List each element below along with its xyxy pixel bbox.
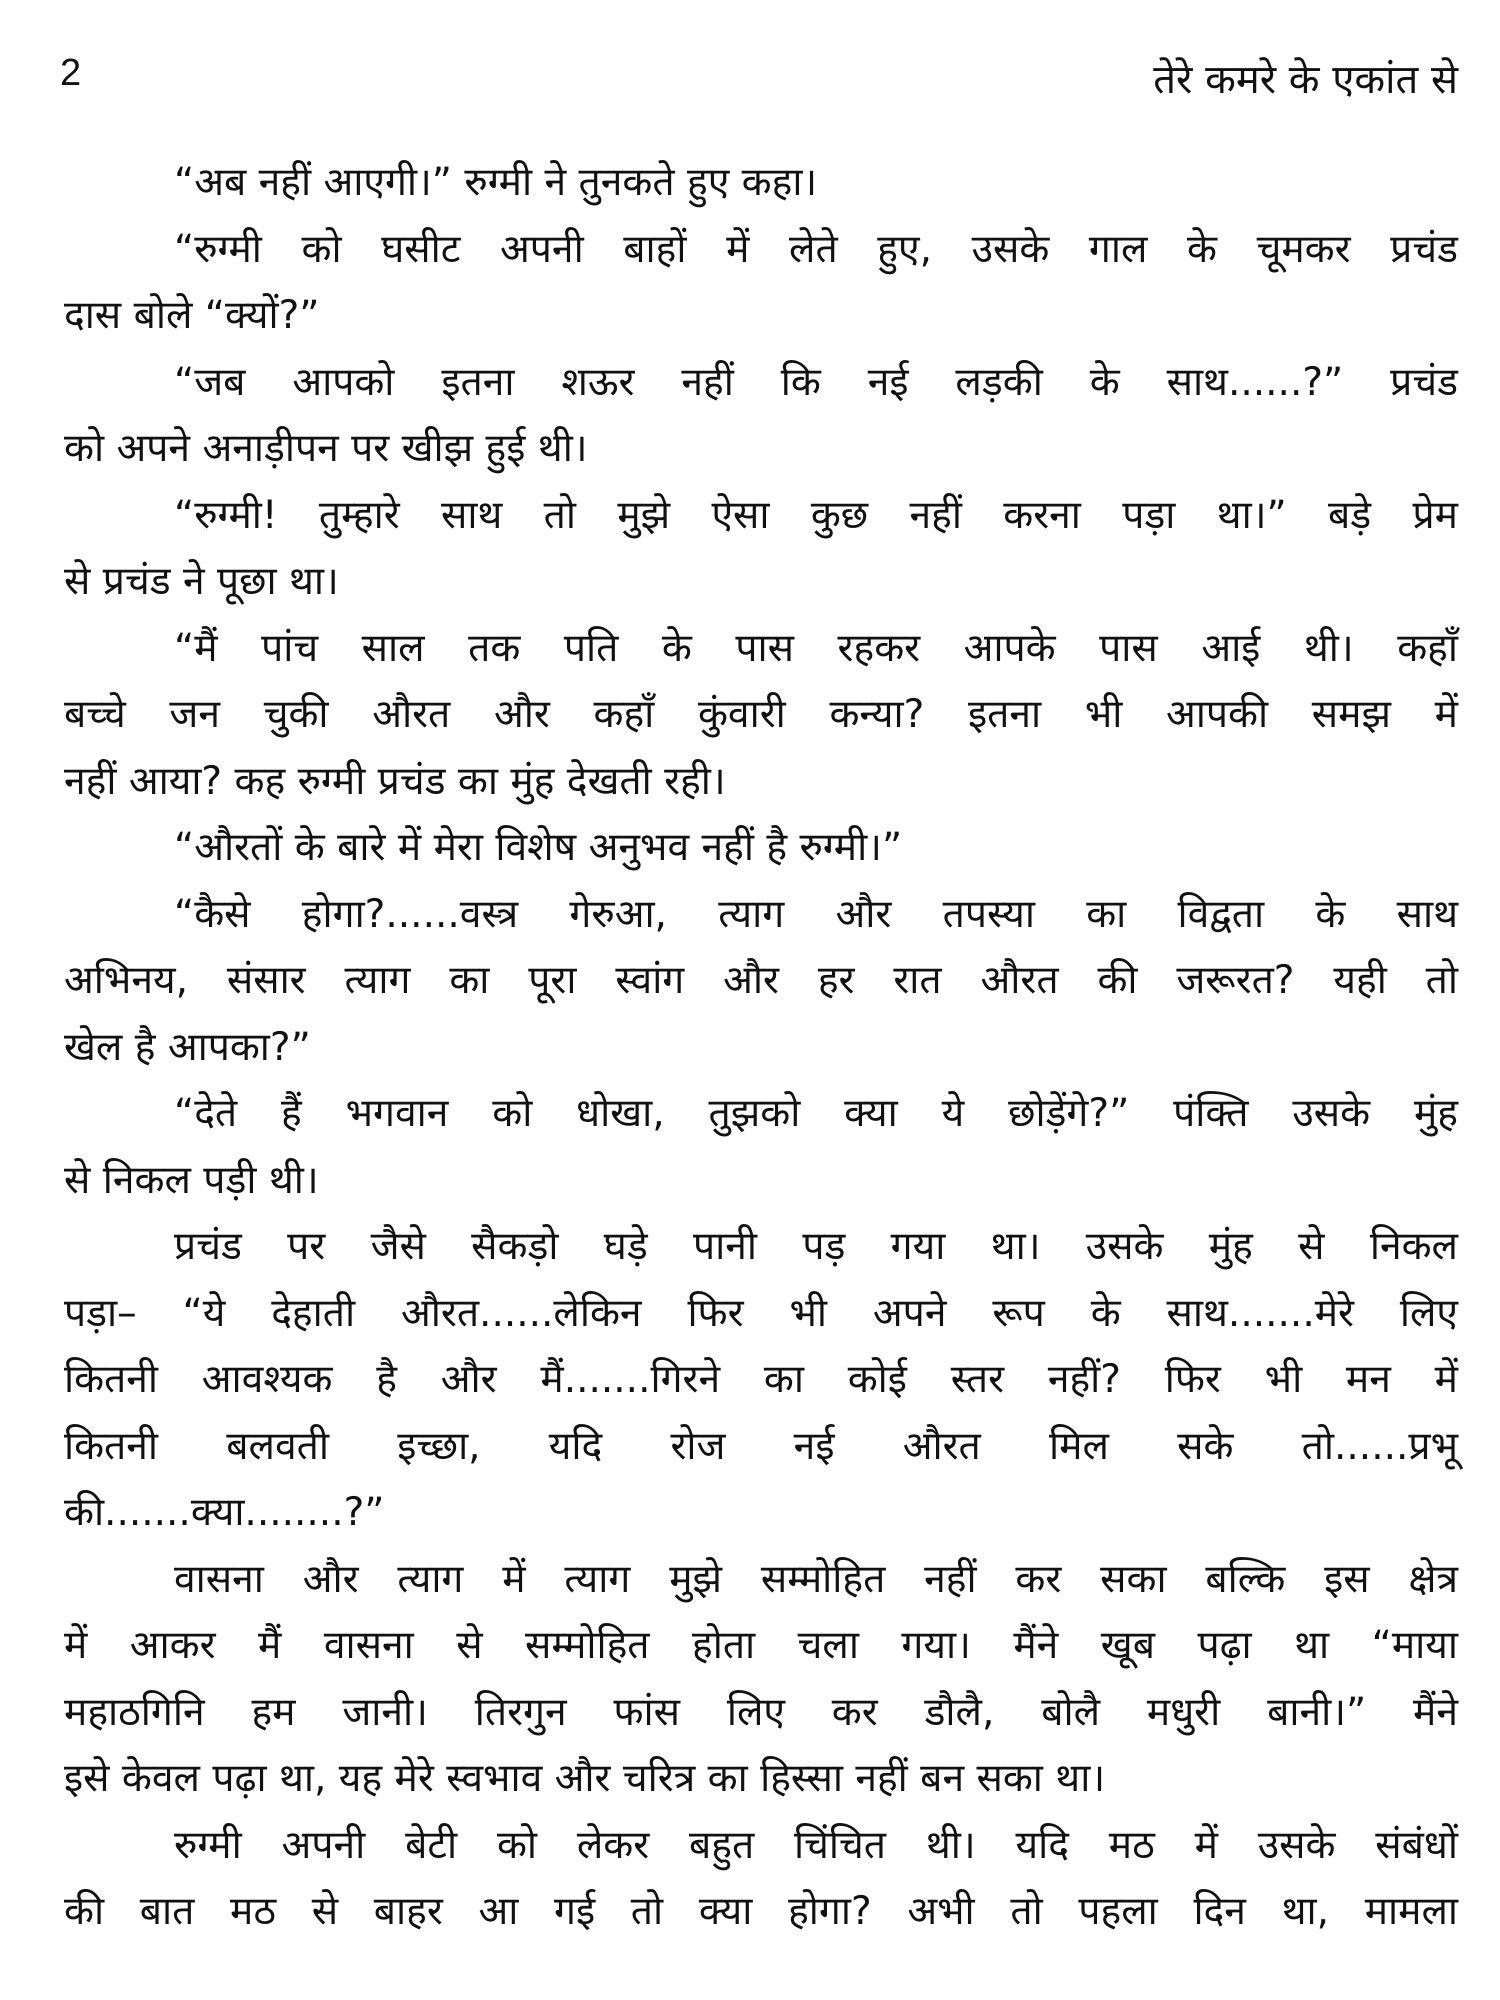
text-line: “कैसे होगा?......वस्त्र गेरुआ, त्याग और तपस्या का विद्वता के साथ <box>174 891 1458 937</box>
text-line: “रुग्मी! तुम्हारे साथ तो मुझे ऐसा कुछ नहीं करना पड़ा था।” बड़े प्रेम <box>174 492 1458 538</box>
text-line: “देते हैं भगवान को धोखा, तुझको क्या ये छोड़ेंगे?” पंक्ति उसके मुंह <box>174 1091 1458 1136</box>
text-line: “औरतों के बारे में मेरा विशेष अनुभव नहीं है रुग्मी।” <box>174 825 903 870</box>
text-line: पड़ा– “ये देहाती औरत......लेकिन फिर भी अपने रूप के साथ.......मेरे लिए <box>64 1290 1458 1336</box>
running-title: तेरे कमरे के एकांत से <box>1153 57 1458 103</box>
paragraph <box>64 882 1458 1082</box>
text-line: की.......क्या........?” <box>64 1490 385 1535</box>
text-line: इसे केवल पढ़ा था, यह मेरे स्वभाव और चरित्र का हिस्सा नहीं बन सका था। <box>64 1756 1106 1801</box>
text-line: “अब नहीं आएगी।” रुग्मी ने तुनकते हुए कहा। <box>174 160 818 205</box>
text-line: कितनी बलवती इच्छा, यदि रोज नई औरत मिल सके तो......प्रभू <box>64 1423 1458 1469</box>
text-line: दास बोले “क्यों?” <box>64 293 320 338</box>
text-line: “रुग्मी को घसीट अपनी बाहों में लेते हुए, उसके गाल के चूमकर प्रचंड <box>174 226 1458 272</box>
text-line: की बात मठ से बाहर आ गई तो क्या होगा? अभी तो पहला दिन था, मामला <box>64 1889 1458 1934</box>
paragraph <box>64 1214 1458 1547</box>
text-line: से निकल पड़ी थी। <box>64 1157 319 1203</box>
text-line: “मैं पांच साल तक पति के पास रहकर आपके पास आई थी। कहाँ <box>174 625 1458 671</box>
paragraph <box>64 1813 1458 1946</box>
text-line: प्रचंड पर जैसे सैकड़ो घड़े पानी पड़ गया था। उसके मुंह से निकल <box>174 1224 1458 1269</box>
paragraph <box>64 616 1458 816</box>
text-line: कितनी आवश्यक है और मैं.......गिरने का कोई स्तर नहीं? फिर भी मन में <box>64 1357 1458 1402</box>
text-line: नहीं आया? कह रुग्मी प्रचंड का मुंह देखती रही। <box>64 758 726 804</box>
paragraph <box>64 217 1458 350</box>
page-number: 2 <box>60 52 82 94</box>
paragraph <box>64 350 1458 483</box>
paragraph <box>64 483 1458 616</box>
text-line: से प्रचंड ने पूछा था। <box>64 559 339 604</box>
text-line: को अपने अनाड़ीपन पर खीझ हुई थी। <box>64 426 588 471</box>
text-line: खेल है आपका?” <box>64 1024 311 1070</box>
text-line: अभिनय, संसार त्याग का पूरा स्वांग और हर रात औरत की जरूरत? यही तो <box>64 958 1458 1003</box>
paragraph <box>64 150 1458 217</box>
text-line: “जब आपको इतना शऊर नहीं कि नई लड़की के साथ......?” प्रचंड <box>174 359 1458 405</box>
text-line: वासना और त्याग में त्याग मुझे सम्मोहित नहीं कर सका बल्कि इस क्षेत्र <box>174 1556 1458 1602</box>
text-line: महाठगिनि हम जानी। तिरगुन फांस लिए कर डौलै, बोलै मधुरी बानी।” मैंने <box>64 1689 1458 1735</box>
paragraph <box>64 1081 1458 1214</box>
text-line: रुग्मी अपनी बेटी को लेकर बहुत चिंचित थी। यदि मठ में उसके संबंधों <box>174 1822 1458 1868</box>
text-line: में आकर मैं वासना से सम्मोहित होता चला गया। मैंने खूब पढ़ा था “माया <box>64 1623 1458 1668</box>
paragraph <box>64 815 1458 882</box>
paragraph <box>64 1547 1458 1813</box>
page-body <box>64 150 1458 1946</box>
text-line: बच्चे जन चुकी औरत और कहाँ कुंवारी कन्या? इतना भी आपकी समझ में <box>64 692 1458 737</box>
